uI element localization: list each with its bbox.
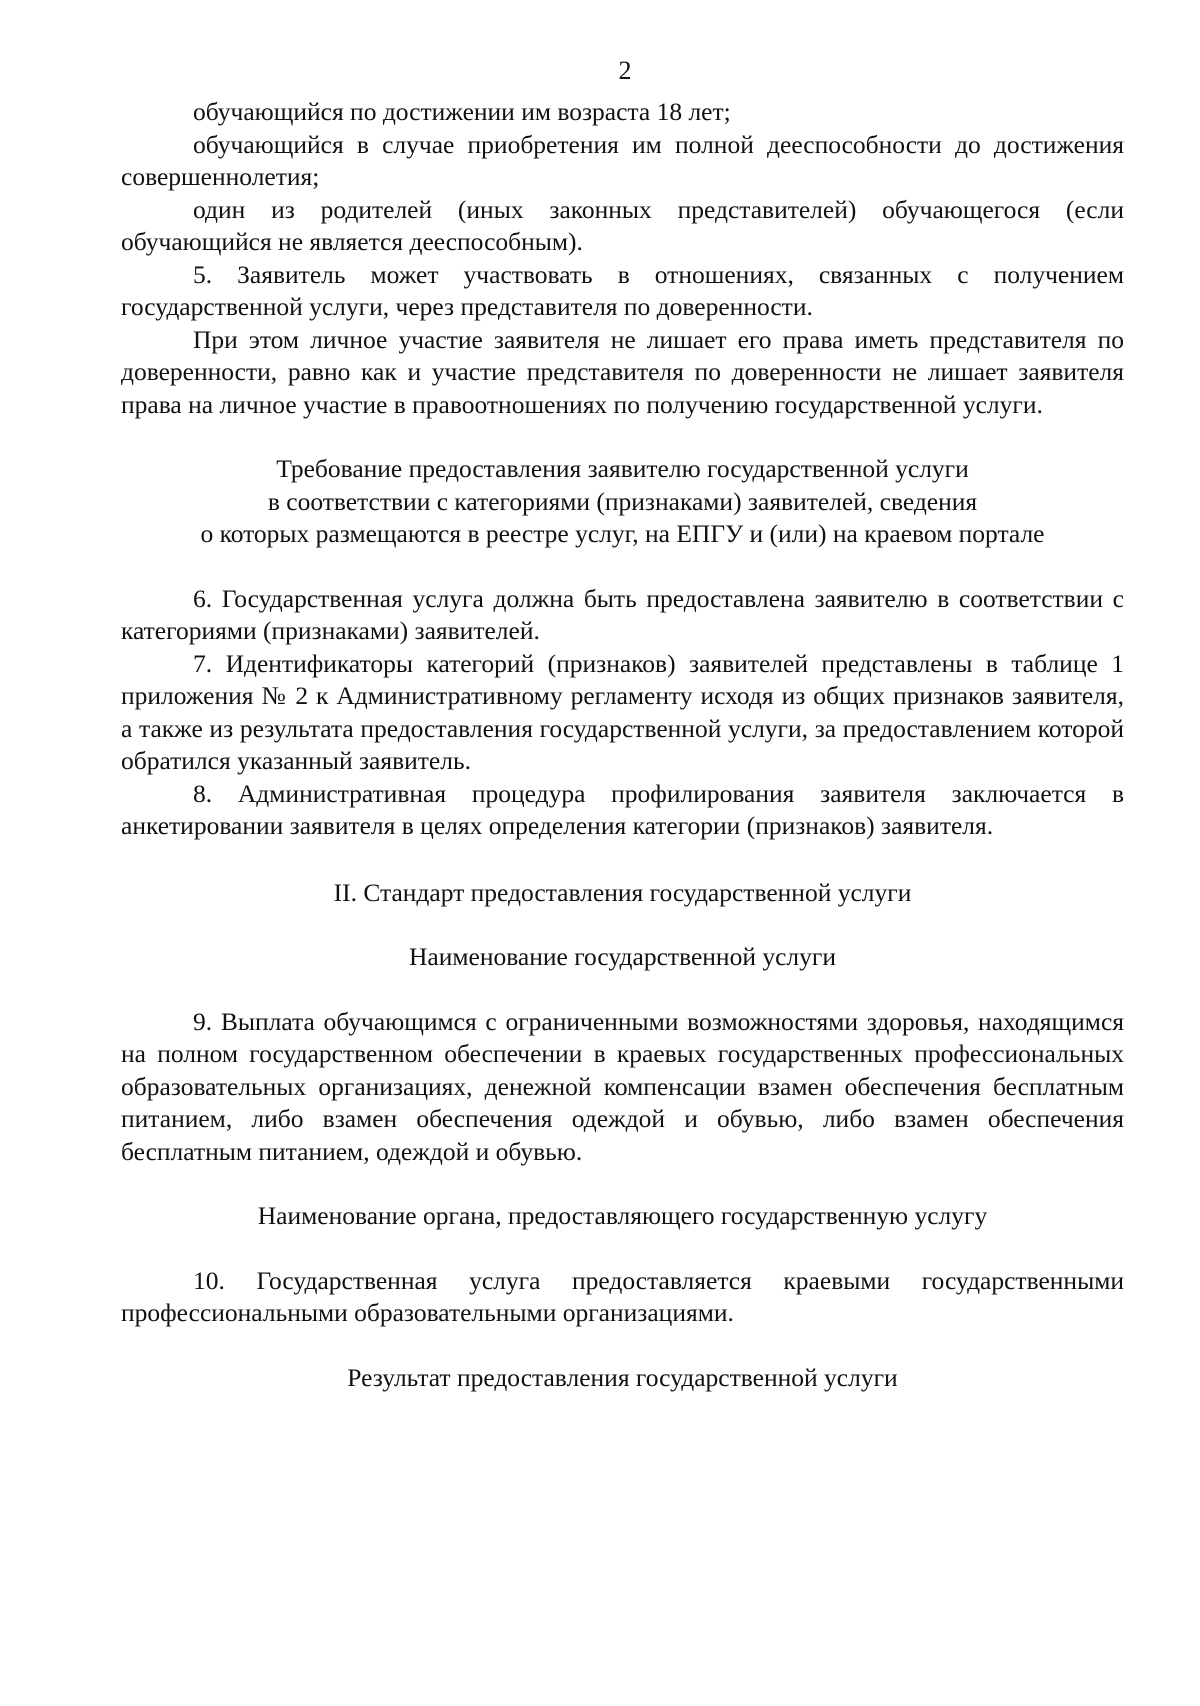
heading-line: о которых размещаются в реестре услуг, на ЕПГУ и (или) на краевом портале (200, 519, 1045, 548)
heading-line: в соответствии с категориями (признаками) заявителей, сведения (267, 486, 978, 516)
document-body (121, 96, 1124, 1394)
paragraph: обучающийся по достижении им возраста 18 лет; (193, 97, 731, 126)
paragraph-10: 10. Государственная услуга предоставляется краевыми государственными профессиональными образовательными организациями. (121, 1265, 1124, 1327)
page-number: 2 (618, 56, 632, 85)
paragraph: обучающийся в случае приобретения им полной дееспособности до достижения совершеннолетия; (121, 129, 1124, 191)
requirement-paragraphs (121, 583, 1124, 843)
heading-service-name: Наименование государственной услуги (408, 942, 836, 971)
paragraph-9: 9. Выплата обучающимся с ограниченными возможностями здоровья, находящимся на полном государственном обеспечении в краевых государственных профессиональных образовательных организациях, денежной компенсации взамен обеспечения бесплатным питанием, либо взамен обеспечения одеждой и обувью, либо взамен обеспечения бесплатным питанием, одеждой и обувью. (121, 1006, 1124, 1166)
paragraph-7: 7. Идентификаторы категорий (признаков) заявителей представлены в таблице 1 приложения № 2 к Административному регламенту исходя из общих признаков заявителя, а также из результата предоставления государственной услуги, за предоставлением которой обратился указанный заявитель. (121, 648, 1124, 775)
paragraph-8: 8. Административная процедура профилирования заявителя заключается в анкетировании заявителя в целях определения категории (признаков) заявителя. (121, 778, 1124, 840)
heading-result: Результат предоставления государственной услуги (347, 1362, 898, 1392)
paragraph: один из родителей (иных законных представителей) обучающегося (если обучающийся не является дееспособным). (121, 194, 1124, 256)
section-title: II. Стандарт предоставления государственной услуги (333, 877, 912, 907)
heading-requirement (121, 453, 1124, 551)
heading-organ: Наименование органа, предоставляющего государственную услугу (257, 1201, 988, 1230)
paragraph: При этом личное участие заявителя не лишает его права иметь представителя по доверенности, равно как и участие представителя по доверенности не лишает заявителя права на личное участие в правоотношениях по получению государственной услуги. (121, 324, 1124, 419)
paragraph-5: 5. Заявитель может участвовать в отношениях, связанных с получением государственной услуги, через представителя по доверенности. (121, 259, 1124, 321)
heading-line: Требование предоставления заявителю государственной услуги (276, 454, 969, 483)
paragraph-6: 6. Государственная услуга должна быть предоставлена заявителю в соответствии с категориями (признаками) заявителей. (121, 583, 1124, 645)
